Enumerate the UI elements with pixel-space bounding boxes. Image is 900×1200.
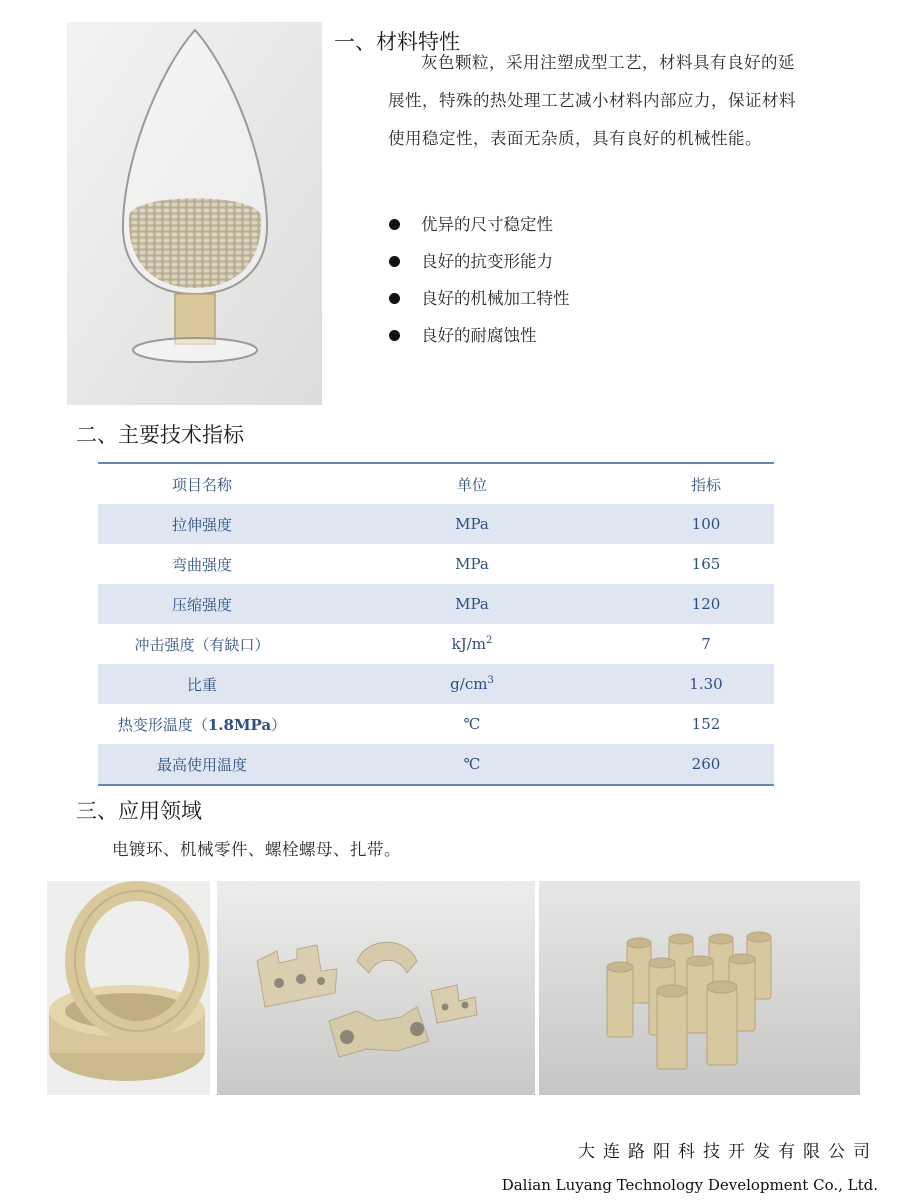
bullet-dot-icon xyxy=(389,330,400,341)
section-applications-title: 三、应用领域 xyxy=(76,799,202,823)
material-description: 灰色颗粒，采用注塑成型工艺，材料具有良好的延展性，特殊的热处理工艺减小材料内部应力，保证材料使用稳定性，表面无杂质，具有良好的机械性能。 xyxy=(388,53,796,148)
peek-rings-photo xyxy=(47,881,210,1095)
bullet-dot-icon xyxy=(389,219,400,230)
peek-brackets-photo xyxy=(217,881,535,1095)
spec-unit: ℃ xyxy=(463,715,481,733)
feature-item: 良好的耐腐蚀性 xyxy=(389,317,709,354)
feature-item: 良好的抗变形能力 xyxy=(389,243,709,280)
spec-unit: MPa xyxy=(306,504,638,544)
bullet-dot-icon xyxy=(389,293,400,304)
spec-name: 最高使用温度 xyxy=(98,744,306,785)
spec-name: 拉伸强度 xyxy=(98,504,306,544)
spec-table xyxy=(98,462,774,786)
header-unit: 单位 xyxy=(306,463,638,504)
table-row xyxy=(98,664,774,704)
feature-item: 良好的机械加工特性 xyxy=(389,280,709,317)
spec-unit: $g/cm^3$ xyxy=(306,664,638,704)
peek-bushings-photo xyxy=(539,881,860,1095)
spec-unit: $kJ/m^2$ xyxy=(451,635,493,653)
spec-value: 120 xyxy=(638,584,774,624)
company-name-cn: 大连路阳科技开发有限公司 xyxy=(578,1142,878,1162)
section-material-properties-title: 一、材料特性 xyxy=(334,30,460,54)
spec-name: 压缩强度 xyxy=(98,584,306,624)
spec-name: 冲击强度（有缺口） xyxy=(134,635,270,654)
header-value: 指标 xyxy=(638,463,774,504)
spec-unit: MPa xyxy=(455,555,489,573)
header-item-name: 项目名称 xyxy=(98,463,306,504)
table-row xyxy=(98,704,774,744)
spec-unit: MPa xyxy=(306,584,638,624)
bullet-dot-icon xyxy=(389,256,400,267)
spec-value: 100 xyxy=(638,504,774,544)
spec-table-header xyxy=(98,463,774,504)
section-technical-specs-title: 二、主要技术指标 xyxy=(76,423,244,447)
spec-value: 7 xyxy=(701,635,711,653)
company-name-en: Dalian Luyang Technology Development Co., Ltd. xyxy=(501,1176,878,1194)
spec-name: 弯曲强度 xyxy=(171,555,232,574)
spec-unit: ℃ xyxy=(306,744,638,785)
table-row xyxy=(98,504,774,544)
spec-name: 比重 xyxy=(98,664,306,704)
table-row xyxy=(98,744,774,785)
table-row xyxy=(98,624,774,664)
spec-name: 热变形温度（1.8MPa） xyxy=(117,715,287,734)
spec-value: 152 xyxy=(691,715,721,733)
applications-text: 电镀环、机械零件、螺栓螺母、扎带。 xyxy=(112,840,401,859)
table-row xyxy=(98,544,774,584)
pellet-flask-photo xyxy=(67,22,322,405)
feature-list xyxy=(389,206,709,354)
table-row xyxy=(98,584,774,624)
spec-value: 260 xyxy=(638,744,774,785)
spec-value: 1.30 xyxy=(638,664,774,704)
spec-value: 165 xyxy=(691,555,721,573)
feature-item: 优异的尺寸稳定性 xyxy=(389,206,709,243)
